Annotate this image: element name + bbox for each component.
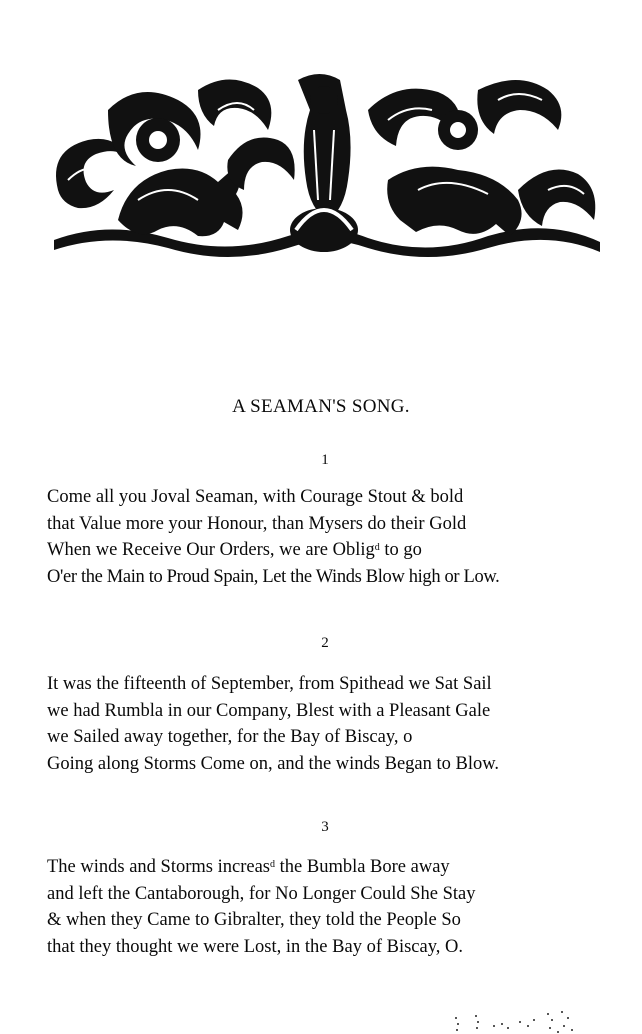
decorative-headpiece-ornament bbox=[48, 70, 608, 260]
verse-line: and left the Cantaborough, for No Longer Could She Stay bbox=[47, 883, 476, 904]
verse-line: O'er the Main to Proud Spain, Let the Winds Blow high or Low. bbox=[47, 566, 500, 587]
verse-line: & when they Came to Gibralter, they told the People So bbox=[47, 910, 461, 930]
stanza-number-1: 1 bbox=[321, 452, 329, 468]
song-title: A SEAMAN'S SONG. bbox=[232, 396, 410, 417]
superscript: d bbox=[270, 859, 275, 870]
stanza-1 bbox=[47, 484, 622, 590]
verse-line: Come all you Joval Seaman, with Courage Stout & bold bbox=[47, 487, 464, 507]
verse-line: When we Receive Our Orders, we are Oblig$^d$ to go bbox=[47, 540, 422, 560]
verse-line: that they thought we were Lost, in the Bay of Biscay, O. bbox=[47, 936, 463, 957]
verse-line: that Value more your Honour, than Mysers do their Gold bbox=[47, 513, 467, 534]
verse-line: Going along Storms Come on, and the winds Began to Blow. bbox=[47, 753, 500, 774]
print-specks-decoration bbox=[450, 1008, 590, 1034]
verse-line: The winds and Storms increas$^d$ the Bumbla Bore away bbox=[47, 857, 450, 877]
superscript: d bbox=[374, 542, 380, 553]
stanza-2 bbox=[47, 671, 622, 777]
verse-line: we had Rumbla in our Company, Blest with a Pleasant Gale bbox=[47, 700, 491, 721]
verse-line: It was the fifteenth of September, from Spithead we Sat Sail bbox=[47, 674, 492, 694]
stanza-number-2: 2 bbox=[321, 635, 329, 651]
stanza-number-3: 3 bbox=[321, 819, 329, 835]
verse-line: we Sailed away together, for the Bay of Biscay, o bbox=[47, 727, 413, 747]
stanza-3 bbox=[47, 854, 622, 960]
